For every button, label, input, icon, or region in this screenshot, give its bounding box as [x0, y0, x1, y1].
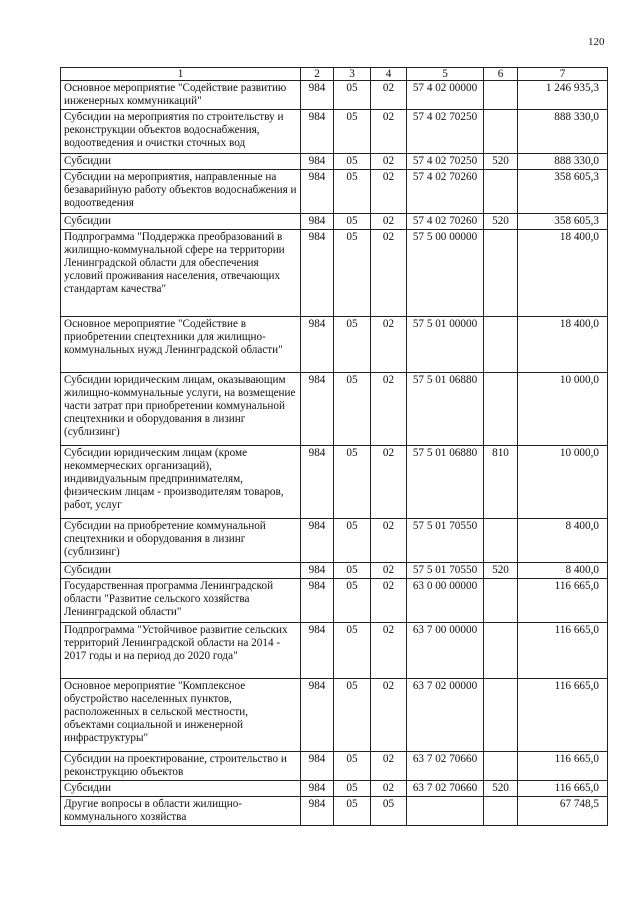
table-row — [61, 446, 608, 519]
row-subsection: 02 — [371, 110, 407, 154]
row-expense-type — [484, 110, 518, 154]
table-row — [61, 519, 608, 563]
row-name: Субсидии на приобретение коммунальной спецтехники и оборудования в лизинг (сублизинг) — [61, 519, 301, 563]
row-name: Подпрограмма "Поддержка преобразований в жилищно-коммунальной сфере на территории Ленинградской области для обеспечения условий проживания населения, отвечающих стандартам качества" — [61, 230, 301, 317]
row-expense-type: 520 — [484, 563, 518, 579]
table-row — [61, 214, 608, 230]
table-row — [61, 81, 608, 110]
row-name: Другие вопросы в области жилищно-коммунального хозяйства — [61, 797, 301, 826]
row-name: Субсидии юридическим лицам (кроме некоммерческих организаций), индивидуальным предпринимателям, физическим лицам - производителям товаров, работ, услуг — [61, 446, 301, 519]
row-name: Субсидии на мероприятия по строительству и реконструкции объектов водоснабжения, водоотведения и очистки сточных вод — [61, 110, 301, 154]
row-subsection: 05 — [371, 797, 407, 826]
row-target-code: 57 5 01 06880 — [407, 446, 484, 519]
budget-table — [60, 67, 608, 826]
row-target-code: 63 7 02 00000 — [407, 679, 484, 752]
table-row — [61, 579, 608, 623]
row-subsection: 02 — [371, 230, 407, 317]
row-name: Субсидии на мероприятия, направленные на безаварийную работу объектов водоснабжения и водоотведения — [61, 170, 301, 214]
row-name: Государственная программа Ленинградской области "Развитие сельского хозяйства Ленинградской области" — [61, 579, 301, 623]
row-expense-type — [484, 752, 518, 781]
row-admin-code: 984 — [301, 797, 334, 826]
header-col-5: 5 — [407, 68, 484, 81]
row-subsection: 02 — [371, 317, 407, 373]
table-row — [61, 623, 608, 679]
row-target-code: 57 4 02 70250 — [407, 154, 484, 170]
header-col-3: 3 — [334, 68, 371, 81]
row-name: Основное мероприятие "Содействие развитию инженерных коммуникаций" — [61, 81, 301, 110]
row-expense-type — [484, 679, 518, 752]
row-subsection: 02 — [371, 154, 407, 170]
row-expense-type — [484, 797, 518, 826]
row-subsection: 02 — [371, 563, 407, 579]
row-subsection: 02 — [371, 781, 407, 797]
row-amount: 67 748,5 — [518, 797, 608, 826]
row-target-code: 57 4 02 70250 — [407, 110, 484, 154]
row-section: 05 — [334, 579, 371, 623]
row-admin-code: 984 — [301, 110, 334, 154]
row-amount: 10 000,0 — [518, 373, 608, 446]
table-row — [61, 154, 608, 170]
row-admin-code: 984 — [301, 519, 334, 563]
row-admin-code: 984 — [301, 623, 334, 679]
row-admin-code: 984 — [301, 81, 334, 110]
row-subsection: 02 — [371, 373, 407, 446]
row-section: 05 — [334, 781, 371, 797]
row-section: 05 — [334, 317, 371, 373]
row-expense-type: 520 — [484, 214, 518, 230]
row-target-code: 57 5 01 70550 — [407, 563, 484, 579]
row-admin-code: 984 — [301, 579, 334, 623]
row-subsection: 02 — [371, 519, 407, 563]
row-name: Субсидии — [61, 154, 301, 170]
row-expense-type: 520 — [484, 781, 518, 797]
row-admin-code: 984 — [301, 373, 334, 446]
row-expense-type — [484, 81, 518, 110]
row-subsection: 02 — [371, 679, 407, 752]
row-admin-code: 984 — [301, 170, 334, 214]
row-admin-code: 984 — [301, 214, 334, 230]
row-target-code: 57 4 02 70260 — [407, 170, 484, 214]
row-expense-type — [484, 579, 518, 623]
header-col-4: 4 — [371, 68, 407, 81]
row-admin-code: 984 — [301, 679, 334, 752]
row-subsection: 02 — [371, 579, 407, 623]
row-admin-code: 984 — [301, 317, 334, 373]
row-expense-type — [484, 623, 518, 679]
row-admin-code: 984 — [301, 752, 334, 781]
row-name: Субсидии — [61, 214, 301, 230]
row-section: 05 — [334, 373, 371, 446]
row-target-code: 57 5 01 06880 — [407, 373, 484, 446]
row-admin-code: 984 — [301, 230, 334, 317]
table-row — [61, 752, 608, 781]
row-admin-code: 984 — [301, 781, 334, 797]
row-expense-type — [484, 230, 518, 317]
row-section: 05 — [334, 752, 371, 781]
table-row — [61, 230, 608, 317]
row-target-code: 57 5 00 00000 — [407, 230, 484, 317]
page-number: 120 — [588, 36, 605, 48]
row-target-code: 57 4 02 00000 — [407, 81, 484, 110]
row-subsection: 02 — [371, 214, 407, 230]
row-amount: 358 605,3 — [518, 170, 608, 214]
table-row — [61, 797, 608, 826]
row-section: 05 — [334, 154, 371, 170]
row-name: Субсидии на проектирование, строительство и реконструкцию объектов — [61, 752, 301, 781]
header-col-7: 7 — [518, 68, 608, 81]
row-subsection: 02 — [371, 752, 407, 781]
row-subsection: 02 — [371, 623, 407, 679]
row-admin-code: 984 — [301, 446, 334, 519]
row-section: 05 — [334, 797, 371, 826]
row-target-code: 57 4 02 70260 — [407, 214, 484, 230]
row-expense-type — [484, 373, 518, 446]
row-amount: 116 665,0 — [518, 781, 608, 797]
table-row — [61, 170, 608, 214]
row-section: 05 — [334, 446, 371, 519]
row-admin-code: 984 — [301, 154, 334, 170]
row-amount: 1 246 935,3 — [518, 81, 608, 110]
row-expense-type: 520 — [484, 154, 518, 170]
row-amount: 116 665,0 — [518, 752, 608, 781]
row-target-code: 57 5 01 70550 — [407, 519, 484, 563]
row-expense-type — [484, 317, 518, 373]
row-expense-type: 810 — [484, 446, 518, 519]
header-col-1: 1 — [61, 68, 301, 81]
row-target-code: 63 7 02 70660 — [407, 781, 484, 797]
row-section: 05 — [334, 230, 371, 317]
row-name: Субсидии юридическим лицам, оказывающим жилищно-коммунальные услуги, на возмещение части затрат при приобретении коммунальной спецтехники и оборудования в лизинг (сублизинг) — [61, 373, 301, 446]
row-amount: 18 400,0 — [518, 230, 608, 317]
row-target-code — [407, 797, 484, 826]
row-subsection: 02 — [371, 170, 407, 214]
row-amount: 888 330,0 — [518, 110, 608, 154]
header-col-2: 2 — [301, 68, 334, 81]
row-name: Подпрограмма "Устойчивое развитие сельских территорий Ленинградской области на 2014 - 2017 годы и на период до 2020 года" — [61, 623, 301, 679]
row-expense-type — [484, 170, 518, 214]
table-row — [61, 679, 608, 752]
row-amount: 8 400,0 — [518, 563, 608, 579]
table-row — [61, 110, 608, 154]
row-amount: 8 400,0 — [518, 519, 608, 563]
row-target-code: 63 0 00 00000 — [407, 579, 484, 623]
table-row — [61, 317, 608, 373]
row-amount: 10 000,0 — [518, 446, 608, 519]
row-amount: 888 330,0 — [518, 154, 608, 170]
row-amount: 358 605,3 — [518, 214, 608, 230]
header-col-6: 6 — [484, 68, 518, 81]
row-section: 05 — [334, 679, 371, 752]
table-row — [61, 563, 608, 579]
row-name: Субсидии — [61, 781, 301, 797]
row-amount: 116 665,0 — [518, 579, 608, 623]
row-name: Субсидии — [61, 563, 301, 579]
row-name: Основное мероприятие "Содействие в приобретении спецтехники для жилищно-коммунальных нужд Ленинградской области" — [61, 317, 301, 373]
table-row — [61, 781, 608, 797]
row-section: 05 — [334, 81, 371, 110]
header-row — [61, 68, 608, 81]
table-row — [61, 373, 608, 446]
row-subsection: 02 — [371, 81, 407, 110]
row-section: 05 — [334, 170, 371, 214]
row-expense-type — [484, 519, 518, 563]
row-target-code: 57 5 01 00000 — [407, 317, 484, 373]
row-section: 05 — [334, 110, 371, 154]
row-amount: 18 400,0 — [518, 317, 608, 373]
row-admin-code: 984 — [301, 563, 334, 579]
row-subsection: 02 — [371, 446, 407, 519]
row-target-code: 63 7 02 70660 — [407, 752, 484, 781]
row-section: 05 — [334, 623, 371, 679]
row-target-code: 63 7 00 00000 — [407, 623, 484, 679]
row-amount: 116 665,0 — [518, 679, 608, 752]
row-section: 05 — [334, 563, 371, 579]
row-name: Основное мероприятие "Комплексное обустройство населенных пунктов, расположенных в сельской местности, объектами социальной и инженерной инфраструктуры" — [61, 679, 301, 752]
row-section: 05 — [334, 214, 371, 230]
row-amount: 116 665,0 — [518, 623, 608, 679]
row-section: 05 — [334, 519, 371, 563]
